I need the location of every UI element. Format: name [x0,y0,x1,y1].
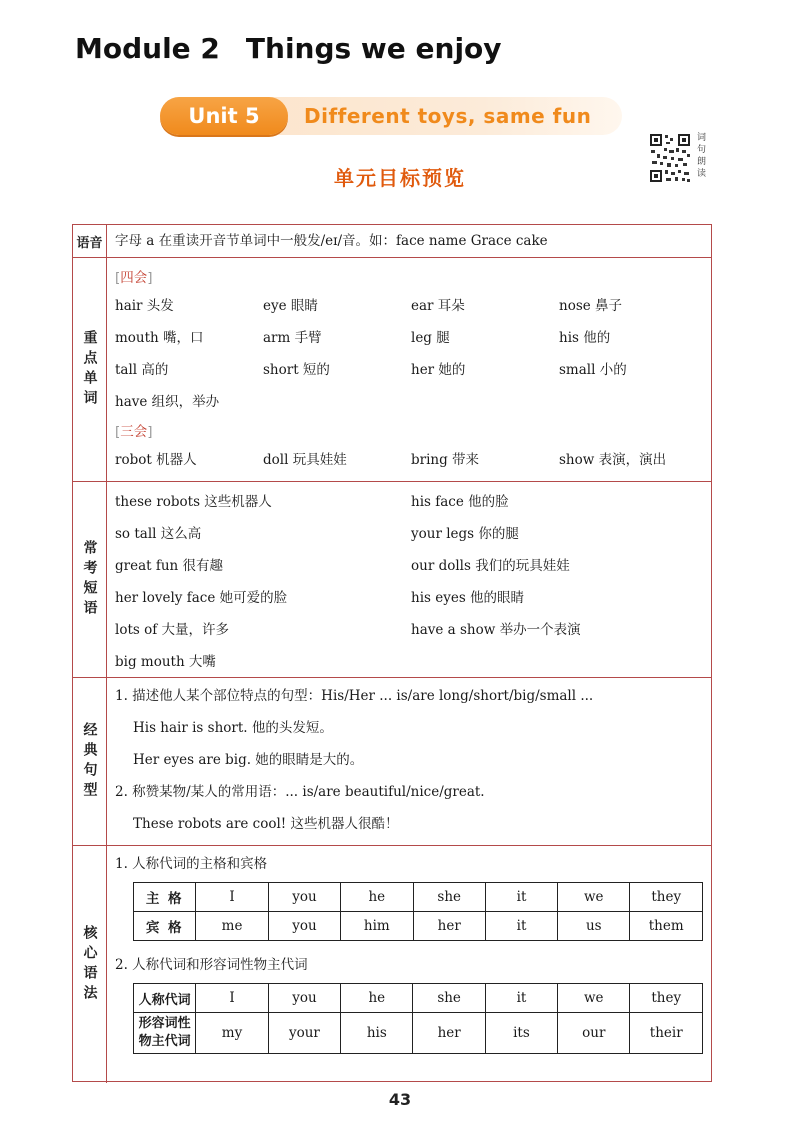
word-item: have 组织，举办 [115,394,220,410]
table-row [134,984,703,1013]
phrase-item: his eyes 他的眼睛 [411,590,525,606]
module-label: Module 2 [75,32,220,65]
table-cell: he [341,984,413,1013]
grammar-title-2: 2. 人称代词和形容词性物主代词 [115,957,308,973]
pronunciation-text: 字母 a 在重读开音节单词中一般发/eɪ/音。如：face name Grace cake [115,233,548,249]
table-row [134,883,703,912]
phrase-item: your legs 你的腿 [411,526,519,542]
grammar-label: 核心语法 [81,924,98,1005]
sentence-line: 2. 称赞某物/某人的常用语：... is/are beautiful/nice/great. [115,784,485,800]
sentences-content [115,678,703,845]
table-cell: he [341,883,413,912]
table-cell: him [341,912,413,941]
key-words-row [73,258,711,482]
table-cell: it [485,912,557,941]
table-cell: its [485,1013,557,1054]
grammar-content [115,846,703,1083]
word-item: robot 机器人 [115,452,197,468]
table-cell: you [268,912,340,941]
grammar-row [73,846,711,1083]
table-row [134,1013,703,1054]
phrase-item: her lovely face 她可爱的脸 [115,590,288,606]
grammar-title-1: 1. 人称代词的主格和宾格 [115,856,268,872]
table-cell: my [196,1013,268,1054]
word-item: doll 玩具娃娃 [263,452,347,468]
word-item [263,386,411,418]
unit-overview-table [72,224,712,1082]
table-head-cell: 主 格 [134,883,196,912]
table-row [134,912,703,941]
table-cell: I [196,883,268,912]
word-item: leg 腿 [411,330,450,346]
unit-label: Unit 5 [160,97,288,135]
key-words-label: 重点单词 [81,329,98,410]
table-cell: she [413,984,485,1013]
key-words-content [115,258,703,481]
table-cell: you [268,883,340,912]
sentences-label: 经典句型 [81,721,98,802]
table-cell: I [196,984,268,1013]
word-item: tall 高的 [115,362,169,378]
word-item: arm 手臂 [263,330,322,346]
table-cell: your [268,1013,340,1054]
qr-code-icon[interactable] [648,132,692,184]
table-cell: their [630,1013,703,1054]
table-cell: we [558,883,630,912]
sentence-line: 1. 描述他人某个部位特点的句型：His/Her ... is/are long/short/big/small ... [115,688,594,704]
word-item: bring 带来 [411,452,480,468]
phrase-item: these robots 这些机器人 [115,494,272,510]
word-item [411,386,559,418]
table-cell: it [485,883,557,912]
table-cell: we [558,984,630,1013]
table-cell: us [558,912,630,941]
qr-caption: 词句朗读 [697,133,707,179]
module-title [75,32,502,65]
phrases-grid [115,482,703,678]
phrase-item: big mouth 大嘴 [115,654,216,670]
word-item: ear 耳朵 [411,298,465,314]
four-words-grid [115,290,703,418]
phrase-item: his face 他的脸 [411,494,509,510]
word-item: mouth 嘴，口 [115,330,204,346]
phrase-item: have a show 举办一个表演 [411,622,581,638]
table-head-cell: 宾 格 [134,912,196,941]
word-item: eye 眼睛 [263,298,318,314]
phrase-item: our dolls 我们的玩具娃娃 [411,558,570,574]
word-item [559,386,709,418]
word-item: hair 头发 [115,298,174,314]
word-item: nose 鼻子 [559,298,623,314]
table-cell: they [630,984,703,1013]
unit-title: Different toys, same fun [304,104,592,128]
word-item: show 表演，演出 [559,452,667,468]
level-four-tag: [四会] [115,270,153,286]
table-cell: they [630,883,703,912]
sentences-row [73,678,711,846]
section-heading: 单元目标预览 [334,166,466,190]
table-head-cell: 人称代词 [134,984,196,1013]
word-item: his 他的 [559,330,611,346]
table-cell: his [341,1013,413,1054]
word-item: her 她的 [411,362,466,378]
phrase-item: lots of 大量，许多 [115,622,230,638]
sentence-line: These robots are cool! 这些机器人很酷！ [133,816,399,832]
sentence-line: Her eyes are big. 她的眼睛是大的。 [133,752,364,768]
phrase-item: so tall 这么高 [115,526,202,542]
word-item: short 短的 [263,362,330,378]
table-cell: it [485,984,557,1013]
pronunciation-label: 语音 [73,225,107,257]
pronunciation-row [73,225,711,258]
phrase-item: great fun 很有趣 [115,558,224,574]
page-number: 43 [388,1090,412,1109]
module-name: Things we enjoy [245,32,502,65]
table-cell: our [558,1013,630,1054]
table-cell: her [413,1013,485,1054]
phrases-label: 常考短语 [81,539,98,620]
pronoun-case-table [133,882,703,941]
phrases-row [73,482,711,678]
table-cell: you [268,984,340,1013]
word-item: small 小的 [559,362,627,378]
sentence-line: His hair is short. 他的头发短。 [133,720,333,736]
table-cell: them [630,912,703,941]
level-three-tag: [三会] [115,424,153,440]
phrase-item [411,646,711,678]
possessive-table [133,983,703,1054]
phrases-content [115,482,703,677]
table-cell: her [413,912,485,941]
table-head-cell: 形容词性物主代词 [134,1013,196,1054]
three-words-grid [115,444,703,476]
table-cell: she [413,883,485,912]
table-cell: me [196,912,268,941]
